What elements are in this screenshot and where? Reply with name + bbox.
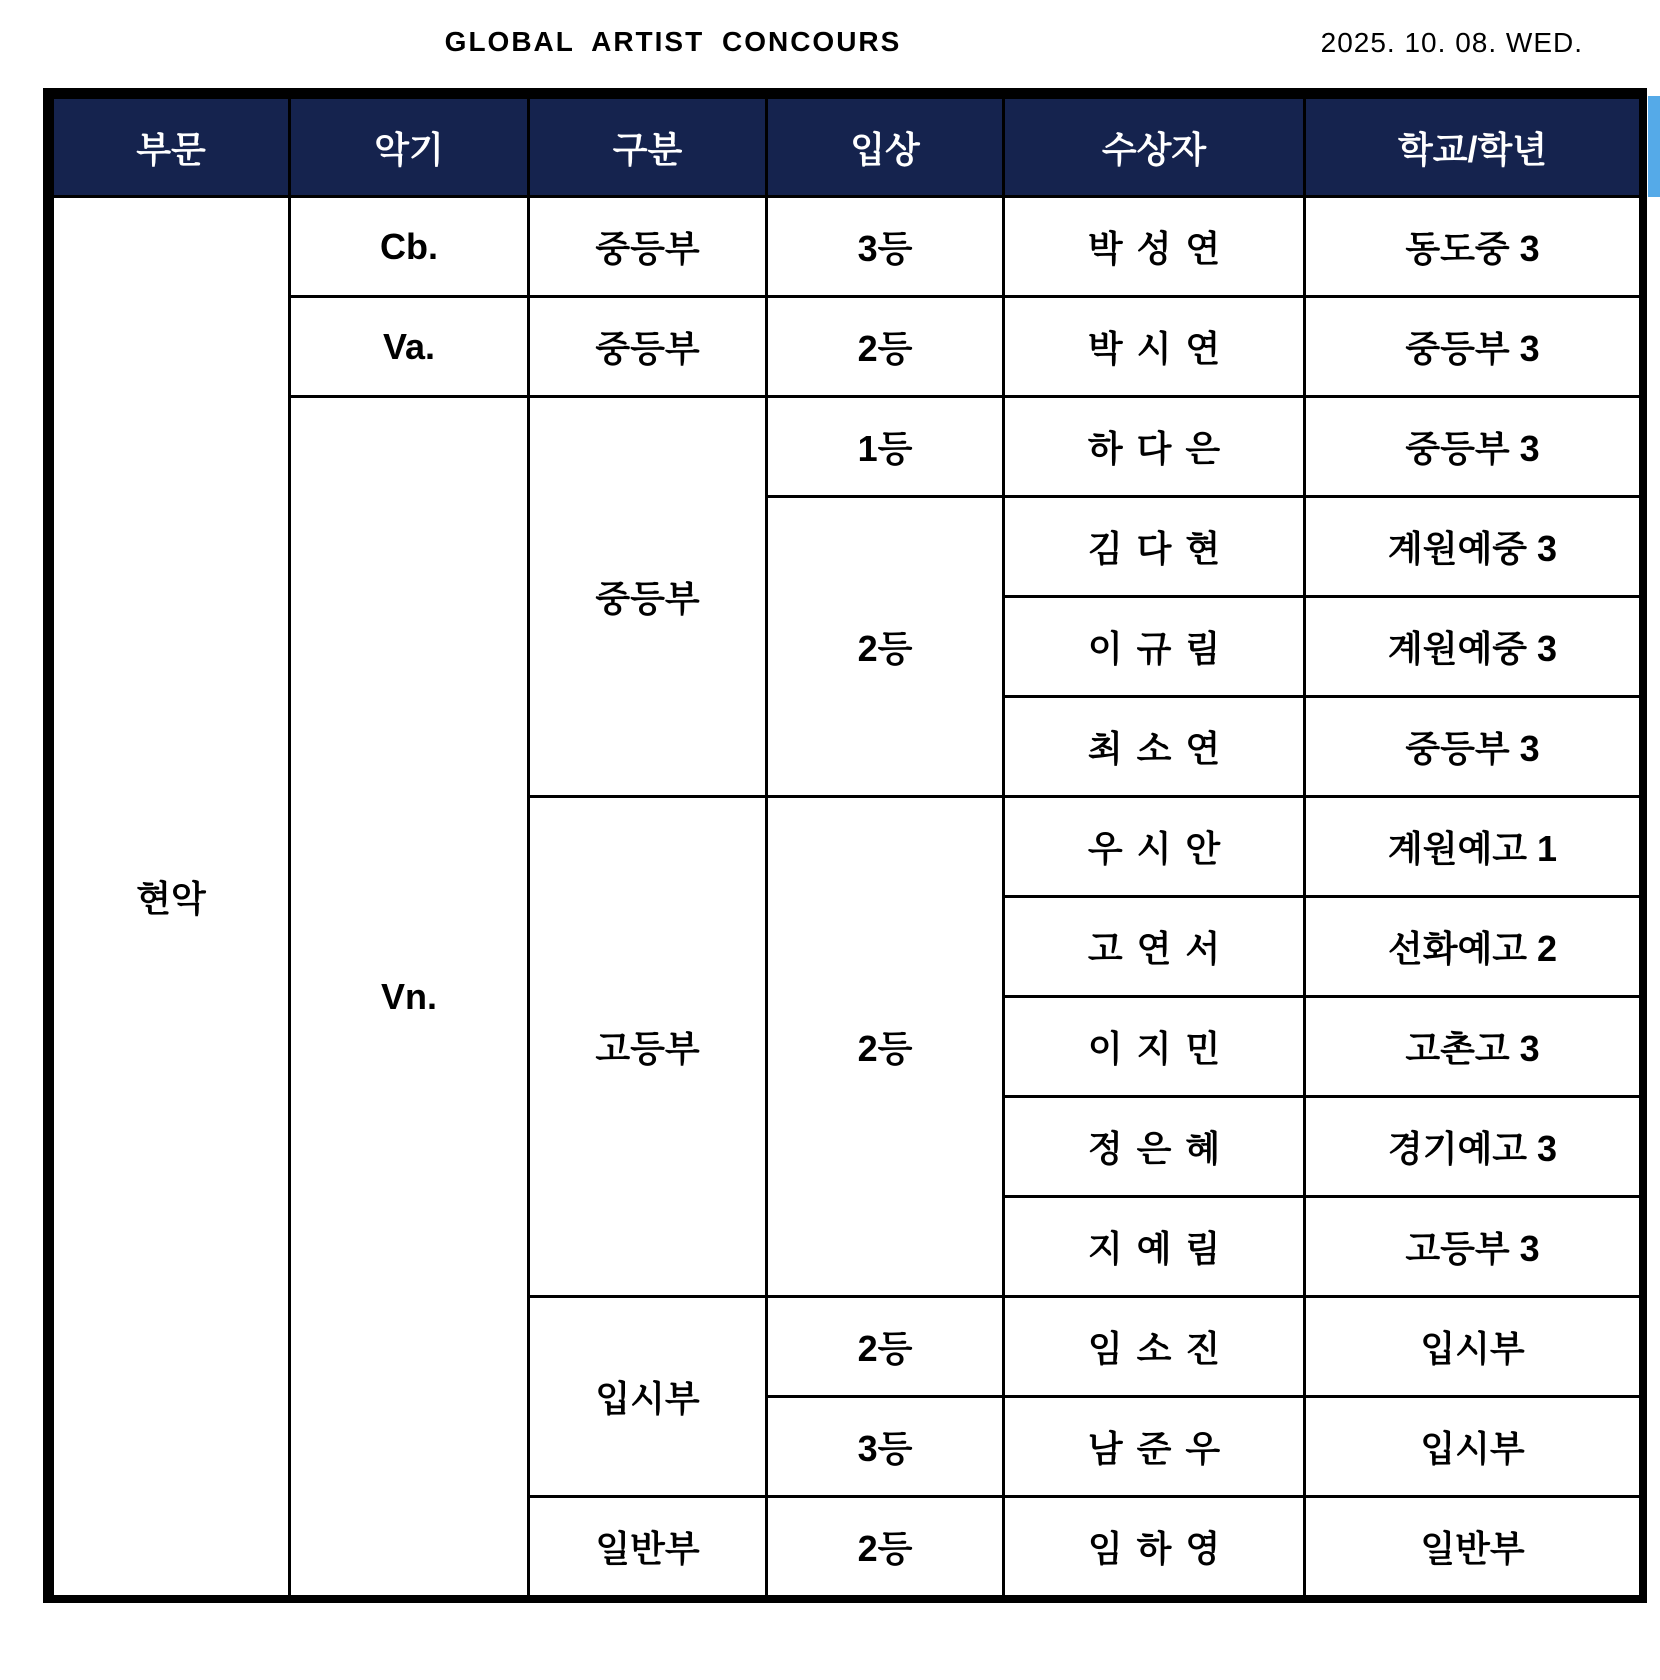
cell-instrument-vn: Vn. — [290, 397, 529, 1597]
cell-school: 계원예중 3 — [1305, 497, 1641, 597]
page-title: GLOBAL ARTIST CONCOURS — [444, 26, 902, 57]
cell-school: 중등부 3 — [1305, 297, 1641, 397]
table-row — [53, 197, 1641, 297]
table-header-row — [53, 98, 1641, 197]
cell-winner: 김다현 — [1004, 497, 1305, 597]
cell-school: 고촌고 3 — [1305, 997, 1641, 1097]
table-row — [53, 397, 1641, 497]
cell-winner: 지예림 — [1004, 1197, 1305, 1297]
cell-school: 선화예고 2 — [1305, 897, 1641, 997]
cell-winner: 하다은 — [1004, 397, 1305, 497]
cell-school: 입시부 — [1305, 1297, 1641, 1397]
results-table-grid — [51, 96, 1642, 1598]
col-header-prize: 입상 — [767, 98, 1004, 197]
col-header-winner: 수상자 — [1004, 98, 1305, 197]
results-table — [43, 88, 1647, 1603]
cell-division-middle-cb: 중등부 — [529, 197, 767, 297]
cell-winner: 임소진 — [1004, 1297, 1305, 1397]
cell-category-strings: 현악 — [53, 197, 290, 1597]
cell-prize: 3등 — [767, 1397, 1004, 1497]
cell-prize: 3등 — [767, 197, 1004, 297]
cell-winner: 고연서 — [1004, 897, 1305, 997]
cell-division-high: 고등부 — [529, 797, 767, 1297]
cell-winner: 이규림 — [1004, 597, 1305, 697]
cell-school: 중등부 3 — [1305, 697, 1641, 797]
page-date: 2025. 10. 08. WED. — [1320, 27, 1583, 58]
cell-winner: 남준우 — [1004, 1397, 1305, 1497]
cell-winner: 이지민 — [1004, 997, 1305, 1097]
cell-school: 경기예고 3 — [1305, 1097, 1641, 1197]
cell-division-middle-vn: 중등부 — [529, 397, 767, 797]
cell-winner: 우시안 — [1004, 797, 1305, 897]
cell-instrument-cb: Cb. — [290, 197, 529, 297]
cell-prize: 2등 — [767, 1497, 1004, 1597]
cell-division-general: 일반부 — [529, 1497, 767, 1597]
cell-school: 고등부 3 — [1305, 1197, 1641, 1297]
cell-school: 입시부 — [1305, 1397, 1641, 1497]
col-header-division: 구분 — [529, 98, 767, 197]
cell-school: 일반부 — [1305, 1497, 1641, 1597]
cell-prize: 2등 — [767, 297, 1004, 397]
table-row — [53, 297, 1641, 397]
col-header-instrument: 악기 — [290, 98, 529, 197]
cell-winner: 임하영 — [1004, 1497, 1305, 1597]
cell-prize: 2등 — [767, 1297, 1004, 1397]
cell-prize: 1등 — [767, 397, 1004, 497]
cell-winner: 정은혜 — [1004, 1097, 1305, 1197]
cell-school: 중등부 3 — [1305, 397, 1641, 497]
cell-school: 계원예중 3 — [1305, 597, 1641, 697]
cell-school: 계원예고 1 — [1305, 797, 1641, 897]
cell-winner: 박성연 — [1004, 197, 1305, 297]
cell-school: 동도중 3 — [1305, 197, 1641, 297]
cell-division-entrance: 입시부 — [529, 1297, 767, 1497]
cell-division-middle-va: 중등부 — [529, 297, 767, 397]
cell-winner: 최소연 — [1004, 697, 1305, 797]
col-header-category: 부문 — [53, 98, 290, 197]
cell-winner: 박시연 — [1004, 297, 1305, 397]
cell-prize: 2등 — [767, 797, 1004, 1297]
cell-prize: 2등 — [767, 497, 1004, 797]
col-header-school: 학교/학년 — [1305, 98, 1641, 197]
accent-strip — [1648, 96, 1660, 197]
cell-instrument-va: Va. — [290, 297, 529, 397]
